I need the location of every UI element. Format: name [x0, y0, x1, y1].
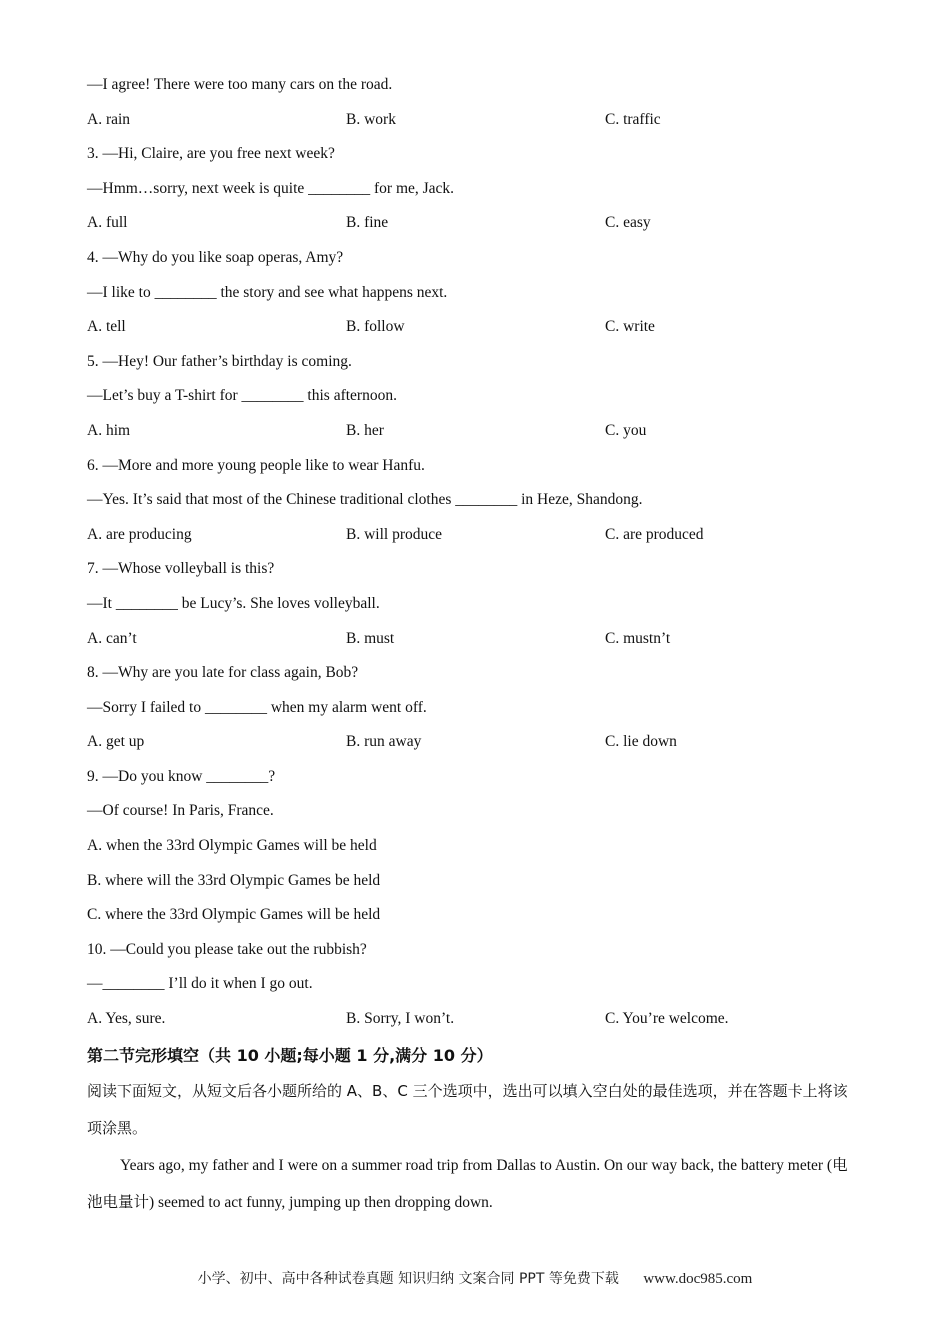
q3-options: [87, 206, 867, 241]
q4-prompt: 4. —Why do you like soap operas, Amy?: [87, 248, 344, 266]
q8-reply: —Sorry I failed to ________ when my alarm went off.: [87, 698, 427, 716]
q5-options: [87, 414, 867, 449]
q10-reply: —________ I’ll do it when I go out.: [87, 975, 313, 993]
q2-options: [87, 103, 867, 138]
option-b: B. follow: [346, 318, 405, 336]
q5-reply: —Let’s buy a T-shirt for ________ this afternoon.: [87, 387, 397, 405]
q8-options: [87, 725, 867, 760]
option-a: A. Yes, sure.: [87, 1010, 166, 1028]
q9-option-b: B. where will the 33rd Olympic Games be held: [87, 871, 381, 889]
page-footer: [0, 1268, 950, 1288]
option-a: A. can’t: [87, 629, 137, 647]
q7-options: [87, 622, 867, 657]
option-c: C. easy: [605, 214, 651, 232]
q4-options: [87, 310, 867, 345]
q7-prompt: 7. —Whose volleyball is this?: [87, 560, 275, 578]
q9-reply: —Of course! In Paris, France.: [87, 802, 274, 820]
q5-prompt: 5. —Hey! Our father’s birthday is coming.: [87, 352, 352, 370]
q9-option-a: A. when the 33rd Olympic Games will be held: [87, 837, 377, 855]
q6-reply: —Yes. It’s said that most of the Chinese traditional clothes ________ in Heze, Shandong.: [87, 491, 643, 509]
q6-options: [87, 518, 867, 553]
q10-options: [87, 1002, 867, 1037]
q8-prompt: 8. —Why are you late for class again, Bob?: [87, 664, 359, 682]
q4-reply: —I like to ________ the story and see what happens next.: [87, 283, 448, 301]
q9-prompt: 9. —Do you know ________?: [87, 767, 276, 785]
q10-prompt: 10. —Could you please take out the rubbish?: [87, 940, 367, 958]
option-b: B. her: [346, 421, 384, 439]
section-instructions: 阅读下面短文，从短文后各小题所给的 A、B、C 三个选项中，选出可以填入空白处的最佳选项，并在答题卡上将该项涂黑。: [87, 1081, 848, 1137]
option-a: A. full: [87, 214, 128, 232]
option-c: C. you: [605, 421, 647, 439]
q9-option-c: C. where the 33rd Olympic Games will be held: [87, 906, 381, 924]
option-b: B. will produce: [346, 525, 442, 543]
option-b: B. run away: [346, 733, 422, 751]
footer-site: www.doc985.com: [643, 1271, 753, 1287]
option-b: B. fine: [346, 214, 389, 232]
footer-text: 小学、初中、高中各种试卷真题 知识归纳 文案合同 PPT 等免费下载: [197, 1271, 619, 1287]
option-c: C. lie down: [605, 733, 677, 751]
option-c: C. traffic: [605, 110, 661, 128]
option-b: B. must: [346, 629, 395, 647]
option-c: C. write: [605, 318, 655, 336]
option-b: B. work: [346, 110, 396, 128]
q2-reply: —I agree! There were too many cars on the road.: [87, 76, 393, 93]
option-c: C. mustn’t: [605, 629, 671, 647]
option-b: B. Sorry, I won’t.: [346, 1010, 455, 1028]
option-c: C. You’re welcome.: [605, 1010, 729, 1028]
option-a: A. tell: [87, 318, 126, 336]
q3-prompt: 3. —Hi, Claire, are you free next week?: [87, 145, 335, 163]
q6-prompt: 6. —More and more young people like to wear Hanfu.: [87, 456, 425, 474]
option-a: A. get up: [87, 733, 145, 751]
option-a: A. him: [87, 421, 131, 439]
option-c: C. are produced: [605, 525, 704, 543]
exam-page: [87, 68, 867, 1221]
option-a: A. rain: [87, 110, 131, 128]
section-heading: 第二节完形填空（共 10 小题;每小题 1 分,满分 10 分）: [87, 1045, 493, 1065]
cloze-passage: Years ago, my father and I were on a summer road trip from Dallas to Austin. On our way back, the battery meter (电池电量计) seemed to act funny, jumping up then dropping down.: [87, 1156, 848, 1211]
option-a: A. are producing: [87, 525, 192, 543]
q7-reply: —It ________ be Lucy’s. She loves volleyball.: [87, 594, 380, 612]
q3-reply: —Hmm…sorry, next week is quite ________ for me, Jack.: [87, 179, 455, 197]
